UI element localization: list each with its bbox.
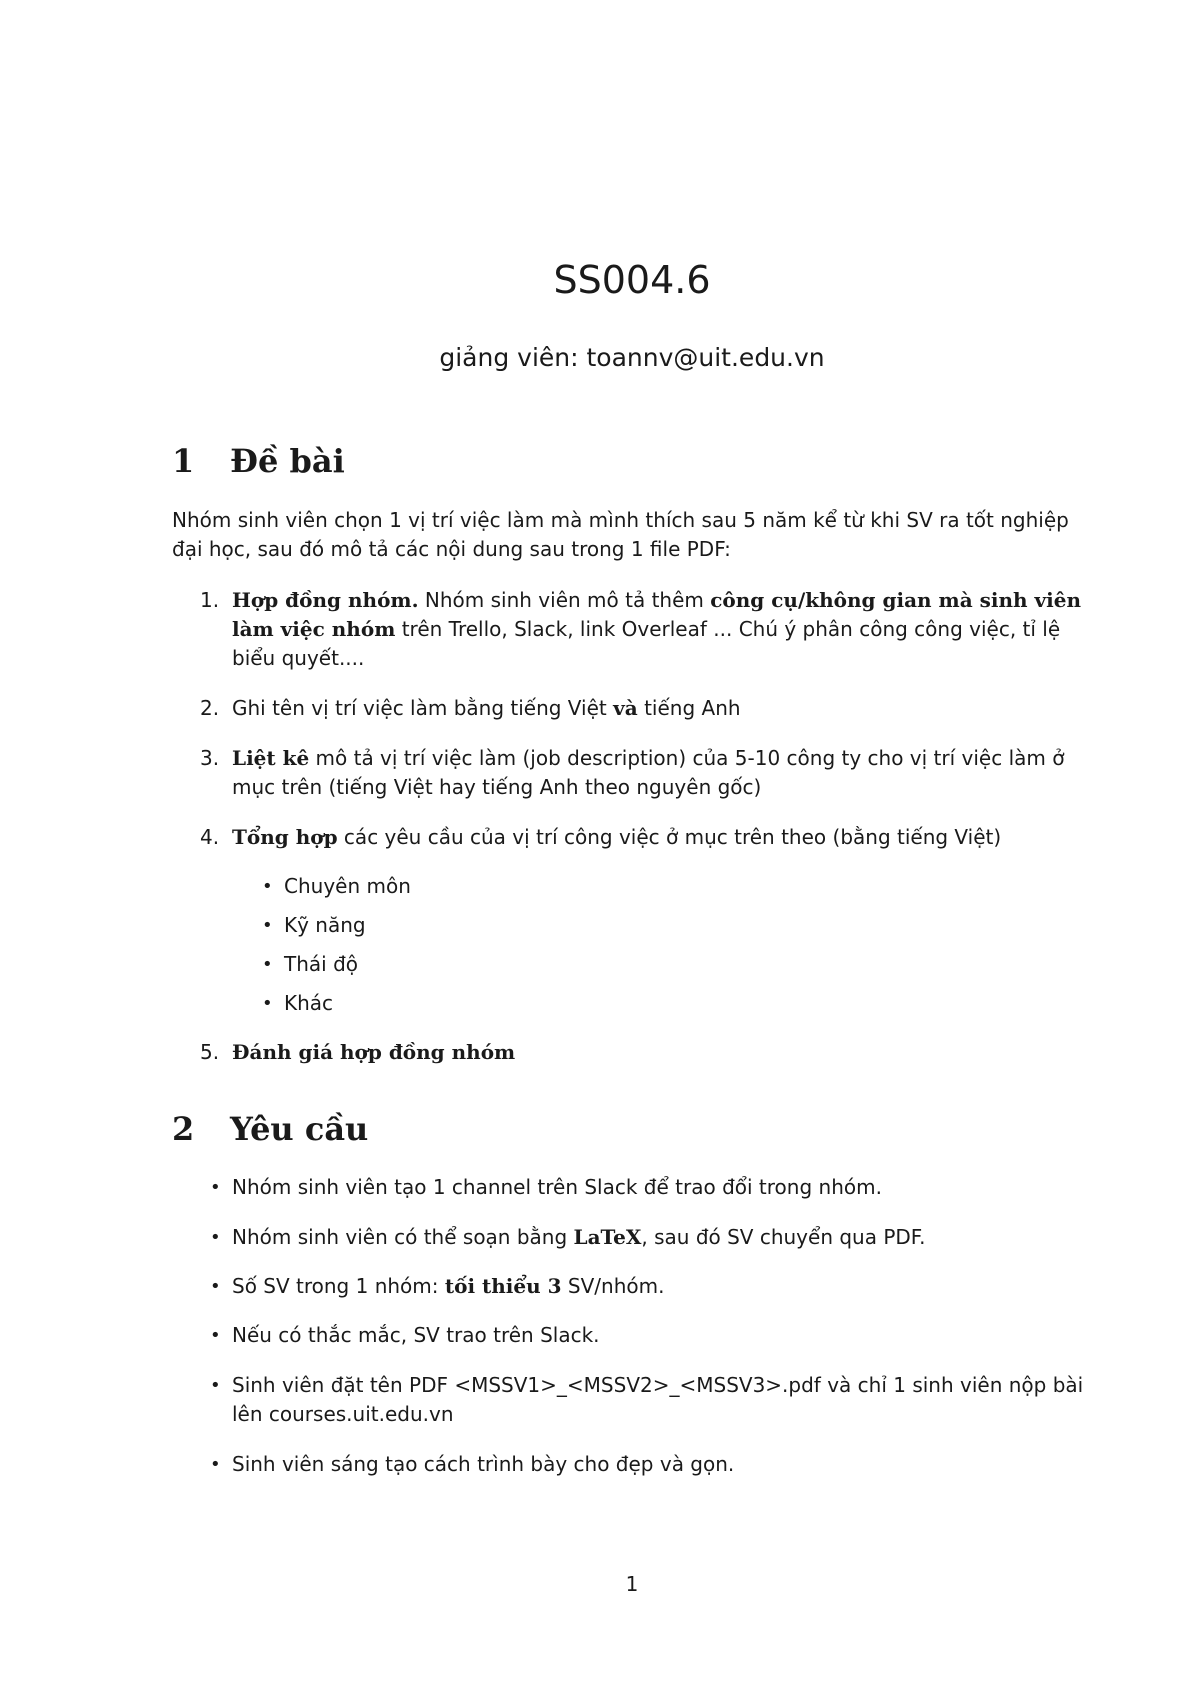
list-item [210, 1321, 1092, 1350]
list-item [210, 1272, 1092, 1301]
item-text: Sinh viên sáng tạo cách trình bày cho đẹp và gọn. [232, 1452, 735, 1476]
list-marker: 2. [200, 696, 220, 720]
list-item [210, 1173, 1092, 1202]
bullet-marker: • [262, 915, 273, 936]
item-bold: công cụ/không gian mà sinh viên làm việc nhóm [232, 588, 1082, 641]
item-bold: Tổng hợp [232, 825, 338, 849]
item-text: Nhóm sinh viên tạo 1 channel trên Slack để trao đổi trong nhóm. [232, 1175, 882, 1199]
list-item [200, 694, 1092, 723]
bullet-marker: • [210, 1276, 221, 1297]
item-bold: Liệt kê [232, 746, 310, 770]
bullet-marker: • [210, 1177, 221, 1198]
item-text: các yêu cầu của vị trí công việc ở mục trên theo (bằng tiếng Việt) [337, 825, 1002, 849]
item-text: trên Trello, Slack, link Overleaf ... Chú ý phân công công việc, tỉ lệ biểu quyết.... [232, 617, 1061, 670]
list-item [210, 1371, 1092, 1429]
item-text: SV/nhóm. [561, 1274, 665, 1298]
sub-list-item [262, 950, 1084, 979]
bullet-marker: • [262, 954, 273, 975]
document-subtitle: giảng viên: toannv@uit.edu.vn [439, 343, 825, 372]
item-text: Nếu có thắc mắc, SV trao trên Slack. [232, 1323, 600, 1347]
item-text: Thái độ [284, 952, 358, 976]
list-item [200, 1038, 1092, 1067]
section-number: 1 [172, 442, 195, 480]
item-text: Khác [284, 991, 334, 1015]
bullet-marker: • [262, 876, 273, 897]
list-marker: 5. [200, 1040, 220, 1064]
sub-list-item [262, 911, 1084, 940]
section-title: Yêu cầu [230, 1110, 369, 1148]
sub-list-item [262, 989, 1084, 1018]
sub-list-item [262, 872, 1084, 901]
item-bold: tối thiểu 3 [444, 1274, 562, 1298]
item-text: Kỹ năng [284, 913, 366, 937]
item-bold: LaTeX [573, 1225, 642, 1249]
list-item [200, 823, 1092, 852]
item-text: Ghi tên vị trí việc làm bằng tiếng Việt [232, 696, 614, 720]
item-bold: và [613, 696, 638, 720]
section-title: Đề bài [230, 442, 345, 480]
list-item [200, 586, 1092, 673]
item-text: Nhóm sinh viên mô tả thêm [418, 588, 711, 612]
list-item [210, 1223, 1092, 1252]
item-bold: Đánh giá hợp đồng nhóm [232, 1040, 516, 1064]
item-text: Nhóm sinh viên có thể soạn bằng [232, 1225, 574, 1249]
section-2-heading [172, 1110, 368, 1148]
section-1-intro: Nhóm sinh viên chọn 1 vị trí việc làm mà mình thích sau 5 năm kể từ khi SV ra tốt nghiệp đại học, sau đó mô tả các nội dung sau trong 1 file PDF: [172, 508, 1069, 561]
bullet-marker: • [210, 1227, 221, 1248]
list-marker: 4. [200, 825, 220, 849]
item-text: mô tả vị trí việc làm (job description) của 5-10 công ty cho vị trí việc làm ở mục trên (tiếng Việt hay tiếng Anh theo nguyên gốc) [232, 746, 1065, 799]
item-text: Sinh viên đặt tên PDF <MSSV1>_<MSSV2>_<MSSV3>.pdf và chỉ 1 sinh viên nộp bài lên courses.uit.edu.vn [232, 1373, 1084, 1426]
list-marker: 1. [200, 588, 220, 612]
list-item [200, 744, 1092, 802]
list-item [210, 1450, 1092, 1479]
section-1-heading [172, 442, 345, 480]
item-text: Chuyên môn [284, 874, 411, 898]
item-text: Số SV trong 1 nhóm: [232, 1274, 445, 1298]
bullet-marker: • [262, 993, 273, 1014]
item-bold: Hợp đồng nhóm. [232, 588, 419, 612]
section-number: 2 [172, 1110, 195, 1148]
bullet-marker: • [210, 1454, 221, 1475]
bullet-marker: • [210, 1375, 221, 1396]
page-number: 1 [625, 1572, 639, 1596]
document-title: SS004.6 [553, 258, 711, 302]
bullet-marker: • [210, 1325, 221, 1346]
list-marker: 3. [200, 746, 220, 770]
item-text: , sau đó SV chuyển qua PDF. [641, 1225, 926, 1249]
item-text: tiếng Anh [637, 696, 741, 720]
